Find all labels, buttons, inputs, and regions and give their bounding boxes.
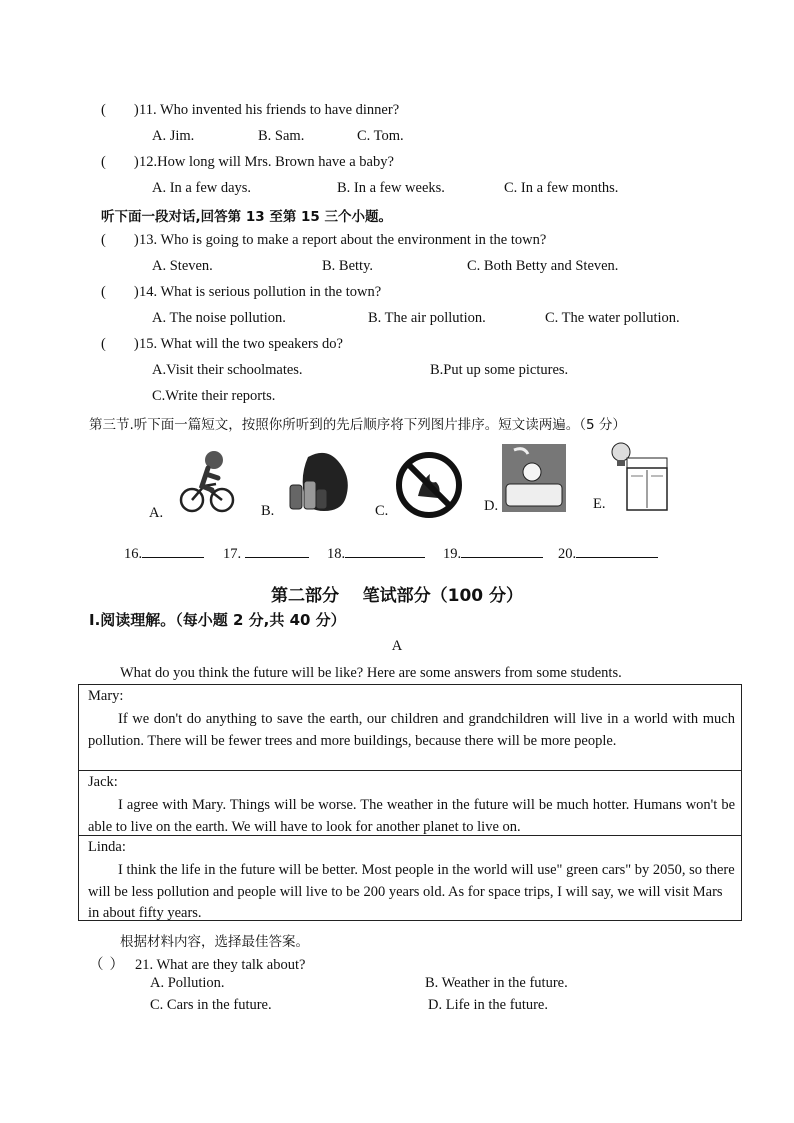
blank-number: 17. — [223, 546, 242, 562]
question-14 — [101, 284, 381, 301]
option-c: C. Cars in the future. — [150, 997, 272, 1013]
option-b: B. Weather in the future. — [425, 975, 568, 991]
girl-in-bathtub-icon — [502, 444, 566, 512]
lightbulb-board-icon — [603, 440, 669, 512]
option-a: A. Jim. — [152, 128, 195, 144]
picture-label-c: C. — [375, 503, 389, 519]
answer-blank-17[interactable] — [223, 543, 309, 563]
part-2-title: 第二部分 笔试部分（100 分） — [270, 586, 524, 606]
answer-bracket[interactable] — [101, 284, 139, 301]
blank-number: 20. — [558, 546, 577, 562]
answer-box-jack — [78, 770, 742, 836]
answer-blank-20[interactable] — [558, 543, 658, 563]
open-paren: ( — [101, 336, 106, 352]
blank-line — [461, 543, 543, 558]
picture-label-e: E. — [593, 496, 606, 512]
option-c: C. Both Betty and Steven. — [467, 258, 619, 274]
option-c: C. Tom. — [357, 128, 404, 144]
blank-number: 16. — [124, 546, 143, 562]
question-text: 13. Who is going to make a report about the environment in the town? — [139, 232, 547, 248]
picture-label-a: A. — [149, 505, 164, 521]
instruction-13-15: 听下面一段对话,回答第 13 至第 15 三个小题。 — [101, 209, 393, 225]
question-11 — [101, 102, 399, 119]
option-b: B. In a few weeks. — [337, 180, 445, 196]
question-13 — [101, 232, 546, 249]
blank-line — [345, 543, 425, 558]
question-text: 11. Who invented his friends to have dinner? — [139, 102, 400, 118]
option-b: B. Sam. — [258, 128, 305, 144]
question-text: 14. What is serious pollution in the town? — [139, 284, 382, 300]
student-name: Jack: — [88, 774, 118, 790]
question-text: 15. What will the two speakers do? — [139, 336, 343, 352]
option-c: C. The water pollution. — [545, 310, 680, 326]
option-a: A. Steven. — [152, 258, 213, 274]
answer-bracket[interactable] — [101, 336, 139, 353]
option-c: C. In a few months. — [504, 180, 619, 196]
close-paren: ) — [133, 232, 139, 248]
answer-bracket[interactable] — [101, 102, 139, 119]
option-a: A. In a few days. — [152, 180, 252, 196]
answer-box-linda — [78, 835, 742, 921]
section-3-title: 第三节.听下面一篇短文，按照你所听到的先后顺序将下列图片排序。短文读两遍。（5 分） — [89, 417, 626, 433]
close-paren: ) — [133, 284, 139, 300]
option-d: D. Life in the future. — [428, 997, 548, 1013]
blank-line — [245, 543, 309, 558]
student-answer: I agree with Mary. Things will be worse. The weather in the future will be much hotter. Humans won't be able to live on the earth. We will have to look for another planet to live on. — [88, 797, 735, 835]
picture-label-b: B. — [261, 503, 275, 519]
open-paren: ( — [101, 154, 106, 170]
open-paren: （ — [89, 957, 104, 973]
answer-bracket[interactable] — [101, 154, 139, 171]
blank-line — [576, 543, 658, 558]
close-paren: ) — [133, 336, 139, 352]
blank-line — [142, 543, 204, 558]
open-paren: ( — [101, 232, 106, 248]
option-a: A. The noise pollution. — [152, 310, 286, 326]
option-b: B. Betty. — [322, 258, 374, 274]
question-15 — [101, 336, 343, 353]
option-c: C.Write their reports. — [152, 388, 276, 404]
answer-blank-16[interactable] — [124, 543, 204, 563]
choose-instruction: 根据材料内容，选择最佳答案。 — [120, 934, 309, 950]
close-paren: ） — [109, 957, 124, 973]
answer-bracket[interactable] — [101, 232, 139, 249]
blank-number: 19. — [443, 546, 462, 562]
reading-section-title: Ⅰ.阅读理解。（每小题 2 分,共 40 分） — [89, 611, 346, 629]
passage-intro: What do you think the future will be like? Here are some answers from some students. — [120, 665, 622, 681]
open-paren: ( — [101, 284, 106, 300]
answer-box-mary — [78, 684, 742, 771]
question-12 — [101, 154, 394, 171]
trash-bags-icon — [286, 447, 352, 513]
answer-blank-19[interactable] — [443, 543, 543, 563]
boy-riding-bike-icon — [178, 446, 236, 514]
student-answer: If we don't do anything to save the earth, our children and grandchildren will live in a world with much pollution. There will be fewer trees and more buildings, because there will be more people. — [88, 711, 735, 749]
blank-number: 18. — [327, 546, 346, 562]
question-text: 12.How long will Mrs. Brown have a baby? — [139, 154, 394, 170]
close-paren: ) — [133, 154, 139, 170]
open-paren: ( — [101, 102, 106, 118]
passage-label: A — [391, 638, 403, 654]
option-a: A. Pollution. — [150, 975, 225, 991]
close-paren: ) — [133, 102, 139, 118]
answer-bracket[interactable] — [89, 953, 135, 974]
option-b: B. The air pollution. — [368, 310, 486, 326]
student-name: Linda: — [88, 839, 126, 855]
option-b: B.Put up some pictures. — [430, 362, 569, 378]
option-a: A.Visit their schoolmates. — [152, 362, 303, 378]
question-text: 21. What are they talk about? — [135, 957, 306, 973]
question-21 — [89, 953, 305, 974]
student-answer: I think the life in the future will be better. Most people in the world will use" green cars" by 2050, so there will be less pollution and people will live to be 200 years old. As for space trips, I will say, we will visit Mars in about fifty years. — [88, 862, 735, 921]
picture-label-d: D. — [484, 498, 499, 514]
student-name: Mary: — [88, 688, 124, 704]
no-burning-sign-icon — [396, 452, 462, 518]
answer-blank-18[interactable] — [327, 543, 425, 563]
